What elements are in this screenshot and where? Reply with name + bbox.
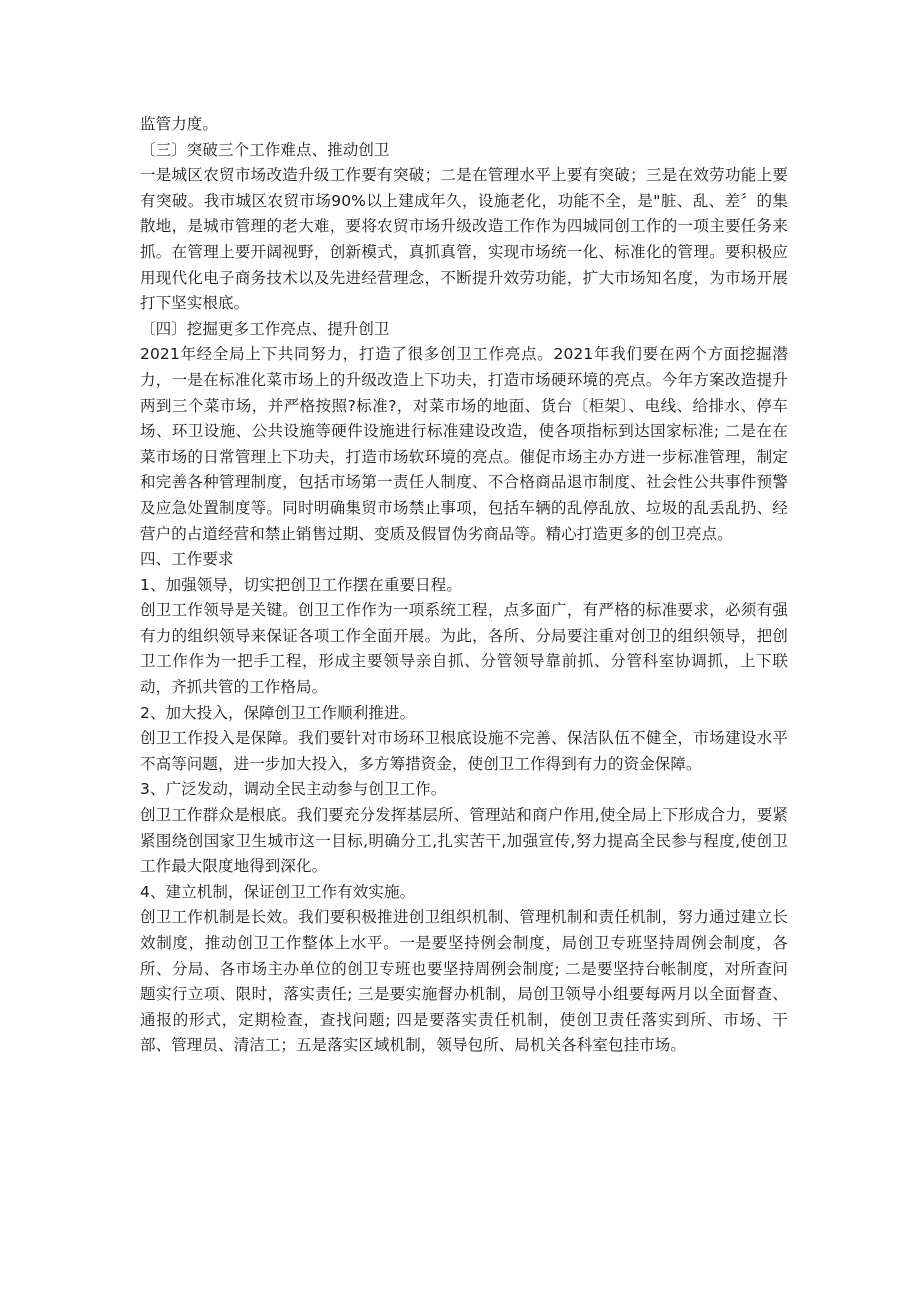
paragraph-requirement-3: 创卫工作群众是根底。我们要充分发挥基层所、管理站和商户作用,使全局上下形成合力，要紧紧围绕创国家卫生城市这一目标,明确分工,扎实苦干,加强宣传,努力提高全民参与程度,使创卫工作最大限度地得到深化。 xyxy=(140,806,788,876)
heading-requirement-2: 2、加大投入，保障创卫工作顺利推进。 xyxy=(140,703,416,722)
heading-requirement-3: 3、广泛发动，调动全民主动参与创卫工作。 xyxy=(140,780,447,799)
paragraph-section-3-body: 一是城区农贸市场改造升级工作要有突破；二是在管理水平上要有突破；三是在效劳功能上要有突破。我市城区农贸市场90%以上建成年久，设施老化，功能不全，是"脏、乱、差〞的集散地，是城市管理的老大难，要将农贸市场升级改造工作作为四城同创工作的一项主要任务来抓。在管理上要开阔视野，创新模式，真抓真管，实现市场统一化、标准化的管理。要积极应用现代化电子商务技术以及先进经营理念，不断提升效劳功能，扩大市场知名度，为市场开展打下坚实根底。 xyxy=(140,166,788,313)
heading-section-4: 〔四〕挖掘更多工作亮点、提升创卫 xyxy=(140,319,390,338)
heading-work-requirements: 四、工作要求 xyxy=(140,550,234,569)
paragraph-requirement-4: 创卫工作机制是长效。我们要积极推进创卫组织机制、管理机制和责任机制，努力通过建立长效制度，推动创卫工作整体上水平。一是要坚持例会制度，局创卫专班坚持周例会制度，各所、分局、各市场主办单位的创卫专班也要坚持周例会制度; 二是要坚持台帐制度，对所查问题实行立项、限时，落实责任; 三是要实施督办机制，局创卫领导小组要每两月以全面督查、通报的形式，定期检查，查找问题; 四是要落实责任机制，使创卫责任落实到所、市场、干部、管理员、清洁工；五是落实区域机制，领导包所、局机关各科室包挂市场。 xyxy=(140,908,788,1055)
paragraph-requirement-2: 创卫工作投入是保障。我们要针对市场环卫根底设施不完善、保洁队伍不健全，市场建设水平不高等问题，进一步加大投入，多方筹措资金，使创卫工作得到有力的资金保障。 xyxy=(140,729,788,773)
heading-requirement-4: 4、建立机制，保证创卫工作有效实施。 xyxy=(140,882,416,901)
heading-requirement-1: 1、加强领导，切实把创卫工作摆在重要日程。 xyxy=(140,575,462,594)
paragraph-section-4-body: 2021年经全局上下共同努力，打造了很多创卫工作亮点。2021年我们要在两个方面挖掘潜力，一是在标准化菜市场上的升级改造上下功夫，打造市场硬环境的亮点。今年方案改造提升两到三个菜市场，并严格按照?标准?，对菜市场的地面、货台〔柜架〕、电线、给排水、停车场、环卫设施、公共设施等硬件设施进行标准建设改造，使各项指标到达国家标准; 二是在在菜市场的日常管理上下功夫，打造市场软环境的亮点。催促市场主办方进一步标准管理，制定和完善各种管理制度，包括市场第一责任人制度、不合格商品退市制度、社会性公共事件预警及应急处置制度等。同时明确集贸市场禁止事项，包括车辆的乱停乱放、垃圾的乱丢乱扔、经营户的占道经营和禁止销售过期、变质及假冒伪劣商品等。精心打造更多的创卫亮点。 xyxy=(140,345,788,543)
paragraph-requirement-1: 创卫工作领导是关键。创卫工作作为一项系统工程，点多面广，有严格的标准要求，必须有强有力的组织领导来保证各项工作全面开展。为此，各所、分局要注重对创卫的组织领导，把创卫工作作为一把手工程，形成主要领导亲自抓、分管领导靠前抓、分管科室协调抓，上下联动，齐抓共管的工作格局。 xyxy=(140,601,788,697)
paragraph-supervision-end: 监管力度。 xyxy=(140,115,219,133)
document-body xyxy=(140,112,788,1059)
heading-section-3: 〔三〕突破三个工作难点、推动创卫 xyxy=(140,140,390,159)
